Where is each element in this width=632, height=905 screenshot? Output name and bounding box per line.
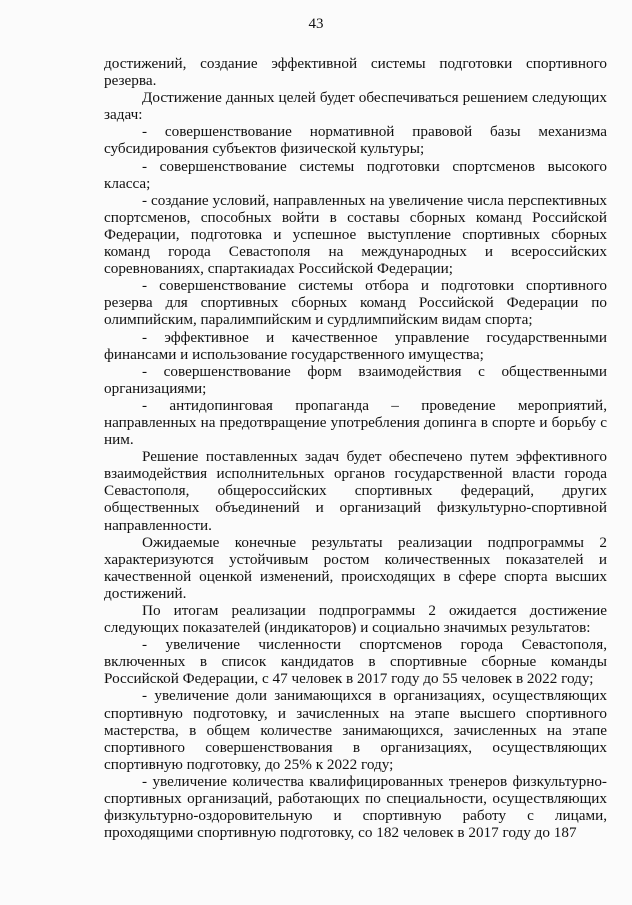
paragraph-tasks-intro: Достижение данных целей будет обеспечиваться решением следующих задач: — [104, 89, 607, 124]
list-item-task: - создание условий, направленных на увеличение числа перспективных спортсменов, способных войти в составы сборных команд Российской Федерации, подготовка и успешное выступление спортивных сборных команд города Севастополя на международных и всероссийских соревнованиях, спартакиадах Российской Федерации; — [104, 191, 607, 278]
list-item-task: - эффективное и качественное управление государственными финансами и использование государственного имущества; — [104, 328, 607, 363]
document-body — [104, 55, 607, 841]
page-number: 43 — [308, 16, 324, 32]
paragraph-intro-continuation: достижений, создание эффективной системы подготовки спортивного резерва. — [104, 55, 607, 90]
list-item-task: - совершенствование нормативной правовой базы механизма субсидирования субъектов физической культуры; — [104, 123, 607, 158]
paragraph-expected-results: Ожидаемые конечные результаты реализации подпрограммы 2 характеризуются устойчивым ростом количественных показателей и качественной оценкой изменений, происходящих в сфере спорта высших достижений. — [104, 533, 607, 602]
paragraph-indicators-intro: По итогам реализации подпрограммы 2 ожидается достижение следующих показателей (индикаторов) и социально значимых результатов: — [104, 602, 607, 637]
list-item-task: - антидопинговая пропаганда – проведение мероприятий, направленных на предотвращение употребления допинга в спорте и борьбу с ним. — [104, 396, 607, 449]
list-item-task: - совершенствование системы подготовки спортсменов высокого класса; — [104, 157, 607, 192]
list-item-task: - совершенствование системы отбора и подготовки спортивного резерва для спортивных сборных команд Российской Федерации по олимпийским, паралимпийским и сурдлимпийским видам спорта; — [104, 277, 607, 329]
paragraph-solution: Решение поставленных задач будет обеспечено путем эффективного взаимодействия исполнительных органов государственной власти города Севастополя, общероссийских спортивных федераций, других общественных объединений и организаций физкультурно-спортивной направленности. — [104, 448, 607, 534]
list-item-indicator: - увеличение количества квалифицированных тренеров физкультурно-спортивных организаций, работающих по специальности, осуществляющих физкультурно-оздоровительную и спортивную работу с лицами, проходящими спортивную подготовку, со 182 человек в 2017 году до 187 — [104, 772, 607, 842]
list-item-task: - совершенствование форм взаимодействия с общественными организациями; — [104, 362, 607, 397]
list-item-indicator: - увеличение численности спортсменов города Севастополя, включенных в список кандидатов в спортивные сборные команды Российской Федерации, с 47 человек в 2017 году до 55 человек в 2022 году; — [104, 636, 607, 688]
list-item-indicator: - увеличение доли занимающихся в организациях, осуществляющих спортивную подготовку, и зачисленных на этапе высшего спортивного мастерства, в общем количестве занимающихся, зачисленных на этапе спортивного совершенствования в организациях, осуществляющих спортивную подготовку, до 25% к 2022 году; — [104, 687, 607, 773]
